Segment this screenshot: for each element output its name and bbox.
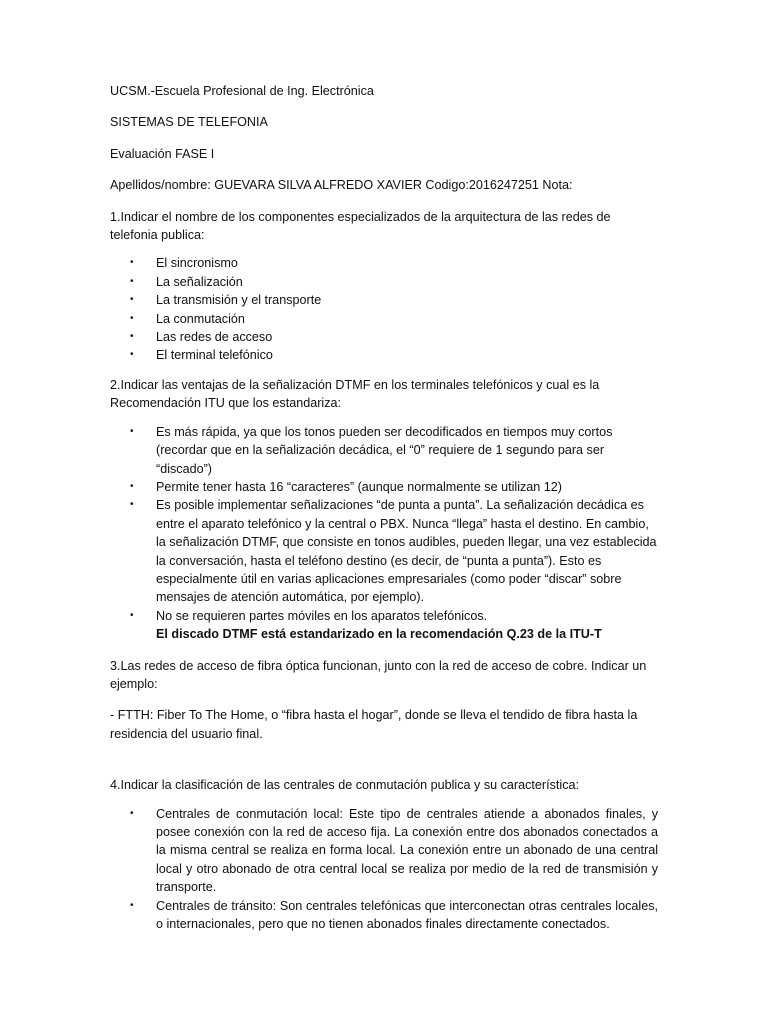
question-4-list — [110, 805, 658, 934]
question-1: 1.Indicar el nombre de los componentes especializados de la arquitectura de las redes de telefonia publica: — [110, 209, 611, 243]
bullet-icon: • — [130, 349, 134, 361]
list-item: • Es más rápida, ya que los tonos pueden ser decodificados en tiempos muy cortos (recordar que en la señalización decádica, el “0” requiere de 1 segundo para ser “discado”) — [130, 424, 613, 476]
dtmf-standard-note: El discado DTMF está estandarizado en la recomendación Q.23 de la ITU-T — [156, 627, 602, 642]
list-item: • El terminal telefónico — [110, 346, 658, 364]
list-item: • Permite tener hasta 16 “caracteres” (aunque normalmente se utilizan 12) — [110, 478, 658, 496]
list-item: • El sincronismo — [110, 254, 658, 272]
bullet-icon: • — [130, 331, 134, 343]
question-2-list — [110, 423, 658, 644]
bullet-icon: • — [130, 807, 134, 819]
bullet-icon: • — [130, 499, 134, 511]
evaluation-title: Evaluación FASE I — [110, 146, 215, 161]
answer-3: - FTTH: Fiber To The Home, o “fibra hasta el hogar”, donde se lleva el tendido de fibra hasta la residencia del usuario final. — [110, 708, 638, 741]
bullet-icon: • — [130, 480, 134, 492]
bullet-icon: • — [130, 294, 134, 306]
question-4: 4.Indicar la clasificación de las centrales de conmutación publica y su característica: — [110, 778, 580, 793]
list-item: • Es posible implementar señalizaciones “de punta a punta”. La señalización decádica es entre el aparato telefónico y la central o PBX. Nunca “llega” hasta el destino. En cambio, la señalización DTMF, que consiste en tonos audibles, pueden llegar, una vez establecida la conversación, hasta el teléfono destino (es decir, de “punta a punta”). Esto es especialmente útil en varias aplicaciones empresariales (como poder “discar” sobre mensajes de atención automática, por ejemplo). — [130, 498, 657, 605]
question-1-list — [110, 254, 658, 364]
question-3: 3.Las redes de acceso de fibra óptica funcionan, junto con la red de acceso de cobre. Indicar un ejemplo: — [110, 658, 647, 691]
list-item: • Centrales de tránsito: Son centrales telefónicas que interconectan otras centrales locales, o internacionales, pero que no tienen abonados finales directamente conectados. — [130, 898, 658, 932]
bullet-icon: • — [130, 312, 134, 324]
question-2: 2.Indicar las ventajas de la señalización DTMF en los terminales telefónicos y cual es la Recomendación ITU que los estandariza: — [110, 377, 600, 411]
list-item: • La conmutación — [110, 310, 658, 328]
bullet-icon: • — [130, 275, 134, 287]
list-item: • La señalización — [110, 273, 658, 291]
list-item: • Las redes de acceso — [110, 328, 658, 346]
bullet-icon: • — [130, 257, 134, 269]
student-info: Apellidos/nombre: GUEVARA SILVA ALFREDO XAVIER Codigo:2016247251 Nota: — [110, 178, 573, 193]
course-title: SISTEMAS DE TELEFONIA — [110, 115, 268, 130]
school-heading: UCSM.-Escuela Profesional de Ing. Electrónica — [110, 84, 374, 98]
bullet-icon: • — [130, 425, 134, 437]
bullet-icon: • — [130, 609, 134, 621]
bullet-icon: • — [130, 899, 134, 911]
document-body — [110, 82, 658, 933]
list-item: • Centrales de conmutación local: Este tipo de centrales atiende a abonados finales, y posee conexión con la red de acceso fija. La conexión entre dos abonados conectados a la misma central se realiza en forma local. La conexión entre un abonado de una central local y otro abonado de otra central local se realiza por medio de la red de transmisión y transporte. — [130, 806, 658, 895]
list-item: • No se requieren partes móviles en los aparatos telefónicos. El discado DTMF está estandarizado en la recomendación Q.23 de la ITU-T — [110, 607, 658, 644]
list-item: • La transmisión y el transporte — [110, 291, 658, 309]
